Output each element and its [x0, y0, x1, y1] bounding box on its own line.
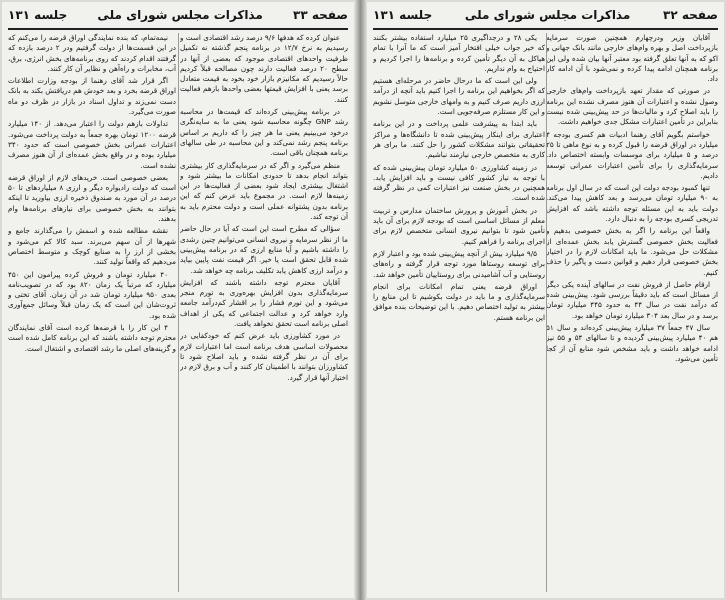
paragraph: باید ابتدا به پیشرفت علمی پرداخت و در این برنامه اعتباری برای اینکار پیش‌بینی شده تا دانشگاه‌ها و مراکز تحقیقاتی بتوانند مشکلات کشور را حل کنند. ما برای هر کاری به متخصص خارجی نیازمند نباشیم.: [373, 119, 545, 160]
right-page-header: [373, 5, 718, 25]
right-page: [367, 2, 724, 598]
header-rule: [8, 28, 348, 30]
text-columns: [8, 33, 348, 592]
paragraph: یکی ۲۸ و درجداگیری ۲۵ میلیارد استفاده بیشتر بکنند که خیر جواب خیلی افتخار آمیز است که ما آنرا با تمام هیاکل به آن دیگر تأمین کرده و برنامه‌ها را اجرا کردیم و احتیاج به وام نداریم.: [373, 33, 545, 73]
session-number: جلسه ۱۳۱: [8, 8, 68, 22]
paragraph: در صورتی که مقدار تعهد بازپرداخت وام‌های خارجی وصول نشده و اعتبارات آن هنوز مصرف نشده این برنامه را باید اصلاح کرد و مالیات‌ها در حد پیش‌بینی شده نیست بنابراین در تأمین اعتبارات مشکل جدی خواهیم داشت.: [546, 86, 718, 127]
paragraph: سال ۴۷ جمعاً ۳۷ میلیارد پیش‌بینی کرده‌اند و سال ۵۱ هم ۴۰ میلیارد پیش‌بینی گردیده و تا سالهای ۵۴ و ۵۵ نیز ادامه خواهد داشت و باید مشخص شود منابع آن از کجا تأمین می‌شود.: [546, 323, 718, 363]
paragraph: منظم می‌گیرد و اگر که در سرمایه‌گذاری کار بیشتری بتواند انجام بدهد تا حدودی امکانات ما بیشتر شود و اشتغال بیشتری ایجاد شود بعضی از فعالیت‌ها در این زمینه‌ها لازم است. در مجموع باید عرض کنم که این برنامه بدون پشتوانه عملی است و دولت محترم باید به آن توجه کند.: [180, 160, 348, 222]
running-title: مذاکرات مجلس شورای ملی: [464, 8, 631, 22]
paragraph: اگر قرار شد آقای رهنما از بودجه وزارت اطلاعات اوراق قرضه بخرد و بعد خودش هم دریافتش بکند به بانک دست نمی‌زند و تداول اسناد در بازار در ظرف دو ماه صورت می‌گیرد.: [8, 76, 176, 117]
text-column-right: [546, 33, 718, 592]
paragraph: آقایان وزیر ودرچهارم همچنین صورت سرمایه بازپرداخت اصل و بهره وام‌های خارجی مانند بانک جهانی و اکو که به آنها تعلق گرفته بود معتبر آنها بیان شده ولی این برنامه همچنان ادامه پیدا کرده و نمی‌شود با آن ادامه کار داد.: [546, 33, 718, 84]
paragraph: نیمه‌تمام، که بنده نمایندگی اوراق قرضه را می‌کنم که در این قسمت‌ها از دولت گرفتیم ودر ۲ درصد بازده که گرفتند اقدام کردند که روی برنامه‌های بخش انرژی، برق، آب، مخابرات و راه‌آهن و نظایر آن کار کنند.: [8, 33, 176, 73]
page-number: صفحه ۳۲: [663, 8, 718, 22]
paragraph: در مورد کشاورزی باید عرض کنم که خودکفایی در محصولات اساسی هدف برنامه است اما اعتبارات لازم برای آن در نظر گرفته نشده و باید اصلاح شود تا کشاورزان بتوانند با اطمینان کار کنند و آب و برق لازم در اختیار آنها قرار گیرد.: [180, 331, 348, 382]
column-divider: [178, 33, 179, 592]
left-page-header: [8, 5, 348, 25]
paragraph: ولی این است که ما درحال حاضر در مرحله‌ای هستیم که اگر بخواهیم این برنامه را اجرا کنیم باید آنچه از درآمد ارزی داریم صرف کنیم و به وامهای خارجی متوسل نشویم و این کار مستلزم صرفه‌جویی است.: [373, 76, 545, 117]
paragraph: تنها کمبود بودجه دولت این است که در سال اول برنامه به ۹۰ میلیارد تومان می‌رسد و بعد کاهش پیدا می‌کند. دولت باید به این مسئله توجه داشته باشد که افزایش تدریجی کسری بودجه را به دنبال دارد.: [546, 183, 718, 224]
paragraph: ارقام حاصل از فروش نفت در سالهای آینده یکی دیگر از مسائل است که باید دقیقاً بررسی شود. پیش‌بینی شده که درآمد نفت در سال ۴۴ به حدود ۴۴۵ میلیارد تومان برسد و در سال بعد ۳۰۴ میلیارد تومان خواهد بود.: [546, 279, 718, 320]
paragraph: ۴ این کار را با قرضه‌ها کرده است آقای نمایندگان محترم توجه داشته باشند که این برنامه کامل شده است و گزینه‌های اصلی ما رشد اقتصادی و اشتغال است.: [8, 323, 176, 353]
paragraph: بعضی خصوصی است. خریدهای لازم از اوراق قرضه است که دولت رادیواره دیگر و ارزی ۸ میلیاردهای تا ۵۰ درصد در آن مورد به صندوق ذخیره ارزی بیاورید تا اینکه بتوانند به بخش خصوصی برای نیازهای برنامه‌ها وام بدهند.: [8, 172, 176, 224]
session-number: جلسه ۱۳۱: [373, 8, 433, 22]
book-gutter: [354, 0, 367, 600]
paragraph: نقشه مطالعه شده و اسمش را می‌گذارند جامع و شهرها از آن سهم می‌برند. سبد کالا کم می‌شود و بخشی از ارز را به صنایع کوچک و متوسط اختصاص می‌دهیم که واقعاً تولید کنند.: [8, 226, 176, 267]
paragraph: در برنامه پیش‌بینی کرده‌اند که قیمت‌ها در محاسبه رشد GNP چگونه محاسبه شود یعنی ما به سایه‌نگری درخود می‌بینیم یعنی ما هر چیز را که داریم بر اساس برنامه پنجم رشد نمی‌کند و این محاسبه در طی سالهای برنامه همچنان باقی است.: [180, 107, 348, 158]
text-column-left: [8, 33, 176, 592]
header-rule: [373, 28, 718, 30]
left-page: [2, 2, 354, 598]
paragraph: ۹/۵ میلیارد بیش از آنچه پیش‌بینی شده بود و اعتبار لازم برای توسعه روستاها مورد توجه قرار گرفته و راه‌های روستایی و آب آشامیدنی برای روستاییان تأمین خواهد شد.: [373, 248, 545, 279]
paragraph: در زمینه کشاورزی ۵۰ میلیارد تومان پیش‌بینی شده که با توجه به نیاز کشور کافی نیست و باید افزایش یابد. همچنین در بخش صنعت نیز اعتبارات کمی در نظر گرفته شده است.: [373, 162, 545, 203]
paragraph: ۴۰ میلیارد تومان و فروش کرده پیرامون این ۴۵۰ میلیارد که مرتباً یک زمان ۸۲۰ بود که در تصویب‌نامه بعدی ۹۵۰ میلیارد تومان شد در آن زمان. آقای تختی و ثروت‌شان این است که یک زمان قبلاً وسائل جمع‌آوری شده بود.: [8, 269, 176, 320]
text-column-left: [373, 33, 545, 592]
text-columns: [373, 33, 718, 592]
paragraph: تداولات بازهم دولت را اعتبار می‌دهد. از ۱۴۰ میلیارد قرضه ۱۲۰۰ تومان بهره جمعاً به دولت پرداخت می‌شود. اعتبارات عمرانی بخش خصوصی است که حدود ۳۴۰ میلیارد بوده و در واقع بخش عمده‌ای از آن هنوز مصرف نشده است.: [8, 119, 176, 170]
paragraph: آقایان محترم توجه داشته باشند که افزایش سرمایه‌گذاری بدون افزایش بهره‌وری به تورم منجر می‌شود و این تورم فشار را بر اقشار کم‌درآمد جامعه وارد خواهد کرد و عدالت اجتماعی که یکی از اهداف اصلی برنامه است تحقق نخواهد یافت.: [180, 277, 348, 329]
paragraph: خواستم بگویم آقای رهنما ادبیات هم کسری بودجه ۴ میلیارد در اوراق قرضه را قبول کرده و به نوع ماهی تا ۲۵ درصد و ۵ میلیارد برای موسسات وابسته اختصاص داد. سرمایه‌گذاری را برای تأمین اعتبارات عمرانی توسعه دادیم.: [546, 129, 718, 180]
paragraph: در بخش آموزش و پرورش ساختمان مدارس و تربیت معلم از مسائل اساسی است که بودجه لازم برای آن باید تأمین شود تا بتوانیم نیروی انسانی متخصص لازم برای اجرای برنامه را فراهم کنیم.: [373, 205, 545, 246]
paragraph: سؤالی که مطرح است این است که آیا در حال حاضر ما از نظر سرمایه و نیروی انسانی می‌توانیم چنین رشدی را داشته باشیم و آیا منابع ارزی که در برنامه پیش‌بینی شده قابل تحقق است یا خیر. اگر قیمت نفت پایین بیاید و درآمد ارزی کاهش یابد تکلیف برنامه چه خواهد شد.: [180, 224, 348, 275]
paragraph: اوراق قرضه یعنی تمام امکانات برای انجام سرمایه‌گذاری و ما باید در دولت بکوشیم تا این منابع را بیشتر به تولید اختصاص دهیم. با این توضیحات بنده موافق این برنامه هستم.: [373, 281, 545, 322]
text-column-right: [180, 33, 348, 592]
paragraph: عنوان کرده که هدفها ۹/۶ درصد رشد اقتصادی است و رسیدیم به نرخ ۱۲/۷ در برنامه پنجم گذشته نه تکمیل ظرفیت واحدهای اقتصادی موجود که بعضی از آنها در سطح ۲۰ درصد فعالیت دارند چون مصالحه قبلاً کردیم حالاً رسیدیم که مکانیزم بازار خود بخود به قیمت متعادل برسد یعنی با افزایش قیمتها بعضی واحدها بازهم فعالیت کنند.: [180, 33, 348, 104]
page-number: صفحه ۳۳: [293, 8, 348, 22]
running-title: مذاکرات مجلس شورای ملی: [97, 8, 263, 22]
column-divider: [546, 33, 547, 592]
paragraph: واقعاً این برنامه را اگر به بخش خصوصی بدهیم و فعالیت بخش خصوصی گسترش یابد بخش عمده‌ای از مشکلات حل می‌شود. ما باید امکانات لازم را در اختیار بخش خصوصی قرار دهیم و قوانین دست و پاگیر را حذف کنیم.: [546, 226, 718, 277]
